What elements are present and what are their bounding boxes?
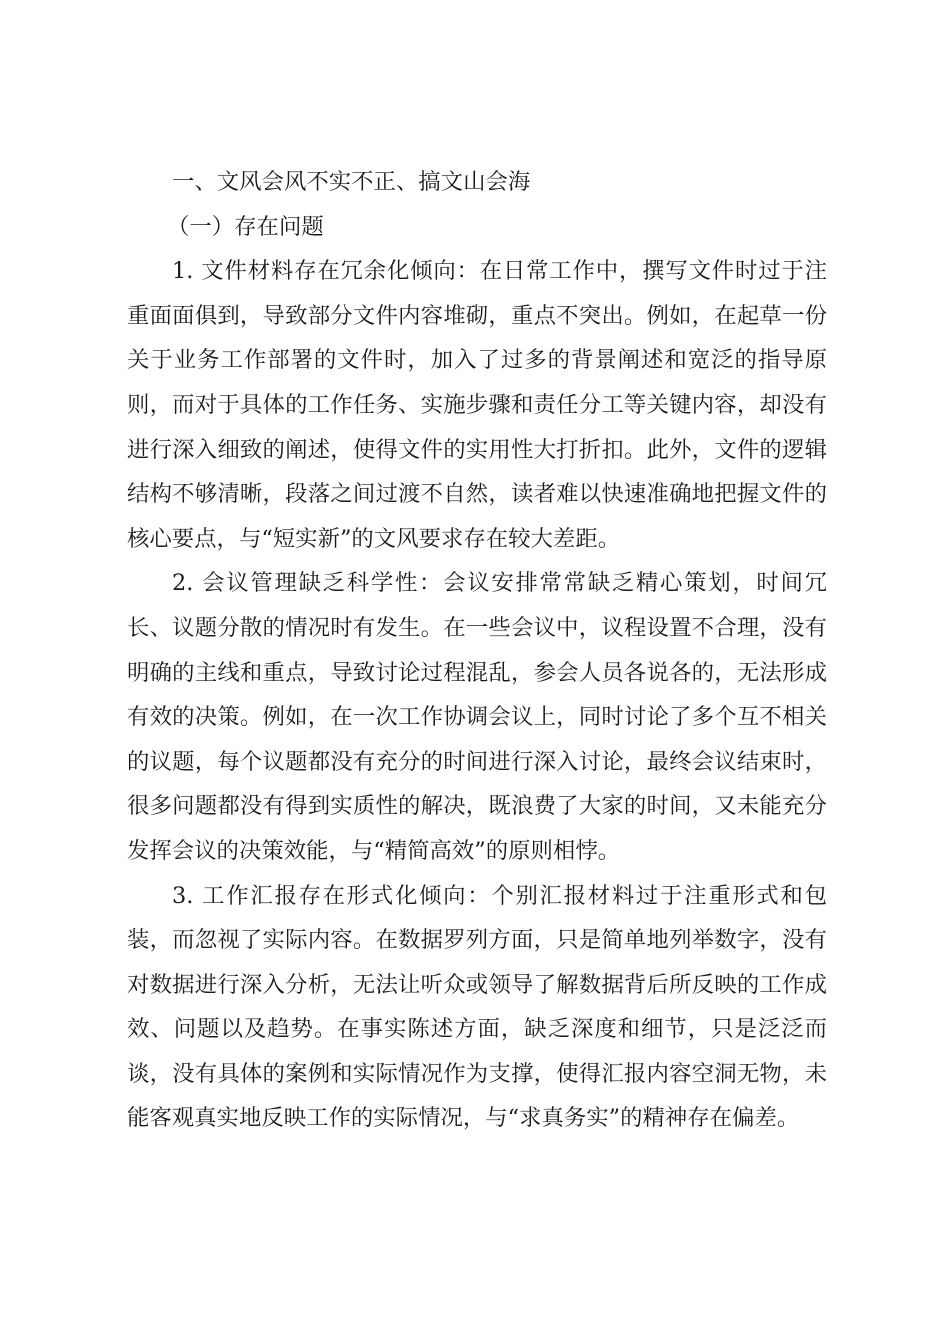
paragraph-2: 2. 会议管理缺乏科学性：会议安排常常缺乏精心策划，时间冗长、议题分散的情况时有发生。在一些会议中，议程设置不合理，没有明确的主线和重点，导致讨论过程混乱，参会人员各说各的，无法形成有效的决策。例如，在一次工作协调会议上，同时讨论了多个互不相关的议题，每个议题都没有充分的时间进行深入讨论，最终会议结束时，很多问题都没有得到实质性的解决，既浪费了大家的时间，又未能充分发挥会议的决策效能，与“精简高效”的原则相悖。 — [127, 570, 827, 864]
paragraph-1: 1. 文件材料存在冗余化倾向：在日常工作中，撰写文件时过于注重面面俱到，导致部分文件内容堆砌，重点不突出。例如，在起草一份关于业务工作部署的文件时，加入了过多的背景阐述和宽泛的指导原则，而对于具体的工作任务、实施步骤和责任分工等关键内容，却没有进行深入细致的阐述，使得文件的实用性大打折扣。此外，文件的逻辑结构不够清晰，段落之间过渡不自然，读者难以快速准确地把握文件的核心要点，与“短实新”的文风要求存在较大差距。 — [127, 258, 827, 552]
subsection-title: （一）存在问题 — [167, 213, 324, 240]
paragraph-3: 3. 工作汇报存在形式化倾向：个别汇报材料过于注重形式和包装，而忽视了实际内容。在数据罗列方面，只是简单地列举数字，没有对数据进行深入分析，无法让听众或领导了解数据背后所反映的工作成效、问题以及趋势。在事实陈述方面，缺乏深度和细节，只是泛泛而谈，没有具体的案例和实际情况作为支撑，使得汇报内容空洞无物，未能客观真实地反映工作的实际情况，与“求真务实”的精神存在偏差。 — [127, 882, 827, 1132]
section-title: 一、文风会风不实不正、搞文山会海 — [172, 169, 531, 195]
document-body — [127, 160, 827, 1141]
